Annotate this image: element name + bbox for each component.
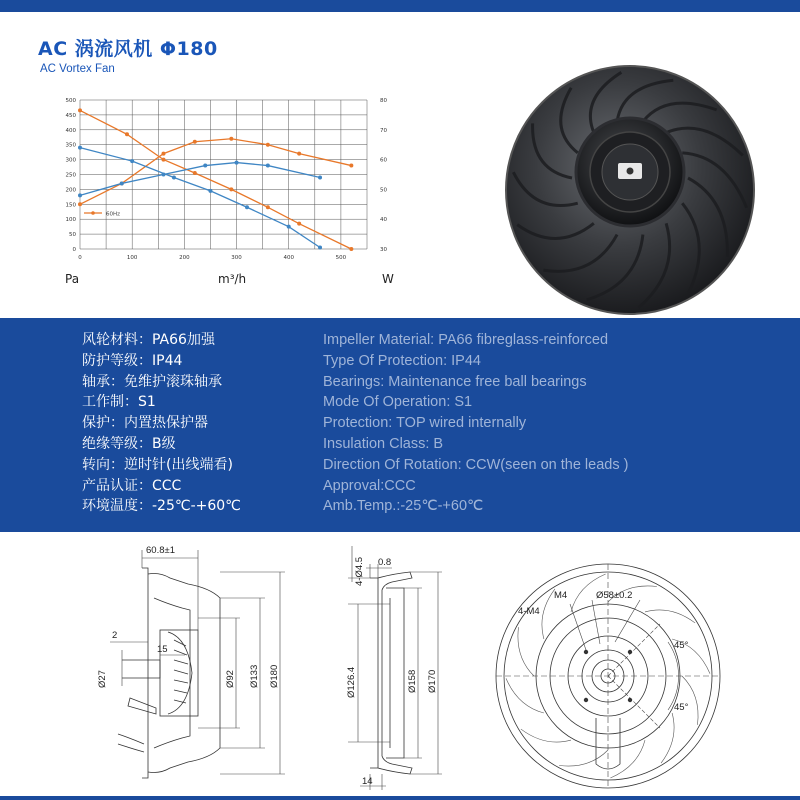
fan-product-image — [500, 60, 760, 320]
series-point-1 — [349, 164, 353, 168]
x-tick-label: 500 — [335, 255, 347, 261]
dim-d92: Ø92 — [225, 670, 236, 688]
legend-label: 60Hz — [106, 211, 121, 218]
y-left-axis-label: Pa — [65, 272, 80, 286]
drawing-blade — [542, 589, 555, 639]
y-left-tick-label: 100 — [65, 217, 76, 224]
series-point-1 — [266, 143, 270, 147]
y-right-tick-label: 70 — [380, 127, 387, 134]
series-point-0 — [349, 247, 353, 251]
dim-d58: Ø58±0.2 — [596, 590, 633, 601]
series-point-1 — [297, 152, 301, 156]
y-left-tick-label: 350 — [65, 142, 76, 149]
series-point-1 — [161, 152, 165, 156]
spec-cn-7: 产品认证：CCC — [82, 477, 182, 494]
spec-cn-4: 保护：内置热保护器 — [82, 415, 208, 432]
chart-labels — [66, 98, 388, 261]
spec-en-2: Bearings: Maintenance free ball bearings — [323, 373, 587, 390]
dim-d27: Ø27 — [97, 670, 108, 688]
bottom-bar — [0, 796, 800, 800]
spec-cn-3: 工作制：S1 — [82, 394, 156, 411]
dim-overall-depth: 60.8±1 — [146, 545, 175, 556]
dim-mount-holes: 4-Ø4.5 — [354, 556, 365, 586]
spec-en-6: Direction Of Rotation: CCW(seen on the leads ) — [323, 456, 629, 473]
drawing-blade — [506, 678, 544, 713]
page-title: AC 涡流风机 Φ180 — [38, 38, 218, 60]
drawing-blade — [682, 676, 698, 725]
y-left-tick-label: 300 — [65, 157, 76, 164]
dim-d133: Ø133 — [249, 664, 260, 688]
drawing-blade — [518, 627, 534, 676]
x-tick-label: 200 — [179, 255, 190, 261]
drawing-blade — [645, 610, 695, 623]
y-left-tick-label: 450 — [65, 112, 76, 119]
dim-4-m4: 4-M4 — [518, 606, 540, 617]
dim-d170: Ø170 — [427, 669, 438, 693]
y-left-tick-label: 0 — [72, 247, 76, 253]
series-line-1 — [80, 139, 351, 205]
spec-cn-8: 环境温度：-25℃-+60℃ — [82, 498, 241, 515]
spec-en-8: Amb.Temp.:-25℃-+60℃ — [323, 498, 484, 515]
series-point-2 — [287, 225, 291, 229]
performance-chart — [40, 90, 420, 290]
series-point-0 — [193, 171, 197, 175]
spec-cn-2: 轴承：免维护滚珠轴承 — [82, 373, 222, 390]
y-right-tick-label: 50 — [380, 187, 387, 194]
series-point-2 — [318, 246, 322, 250]
spec-cn-6: 转向：逆时针(出线端看) — [82, 456, 233, 473]
top-bar — [0, 0, 800, 12]
spec-cn-1: 防护等级：IP44 — [82, 352, 183, 369]
x-axis-label: m³/h — [218, 272, 247, 286]
dim-15: 15 — [157, 644, 168, 655]
y-right-tick-label: 60 — [380, 157, 387, 164]
y-right-tick-label: 80 — [380, 98, 387, 104]
series-point-3 — [266, 164, 270, 168]
series-point-3 — [318, 175, 322, 179]
y-right-tick-label: 30 — [380, 247, 387, 253]
section-view-drawing — [330, 538, 470, 798]
spec-cn-0: 风轮材料：PA66加强 — [82, 332, 215, 348]
y-left-tick-label: 500 — [65, 98, 76, 104]
series-point-0 — [297, 222, 301, 226]
page-subtitle: AC Vortex Fan — [40, 63, 115, 75]
series-point-1 — [193, 140, 197, 144]
series-point-2 — [245, 205, 249, 209]
x-tick-label: 0 — [78, 255, 82, 261]
side-view-drawing — [60, 538, 300, 798]
spec-en-3: Mode Of Operation: S1 — [323, 394, 473, 411]
spec-en-7: Approval:CCC — [323, 477, 416, 494]
y-left-tick-label: 150 — [65, 202, 76, 209]
drawing-blade — [661, 713, 674, 763]
series-line-2 — [80, 148, 320, 248]
drawing-blade — [610, 740, 645, 778]
series-point-0 — [229, 187, 233, 191]
series-point-0 — [266, 205, 270, 209]
dim-2: 2 — [112, 630, 118, 641]
dim-0-8: 0.8 — [378, 557, 392, 568]
series-point-3 — [203, 164, 207, 168]
series-line-3 — [80, 163, 320, 196]
drawing-blade — [521, 729, 571, 742]
x-tick-label: 300 — [231, 255, 242, 261]
series-point-2 — [130, 159, 134, 163]
series-point-3 — [120, 181, 124, 185]
series-point-1 — [229, 137, 233, 141]
y-left-tick-label: 50 — [69, 232, 76, 239]
dim-angle-lower: 45° — [674, 702, 689, 713]
dim-d180: Ø180 — [269, 664, 280, 688]
spec-en-5: Insulation Class: B — [323, 436, 444, 452]
x-tick-label: 100 — [126, 255, 138, 261]
chart-legend — [84, 211, 120, 217]
y-left-tick-label: 400 — [65, 127, 76, 134]
series-point-2 — [172, 175, 176, 179]
drawing-blade — [559, 750, 608, 766]
x-tick-label: 400 — [283, 255, 294, 261]
front-view-drawing — [490, 538, 740, 798]
series-point-2 — [208, 189, 212, 193]
series-point-0 — [78, 108, 82, 112]
series-point-3 — [235, 161, 239, 165]
y-right-axis-label: W — [382, 272, 394, 286]
series-line-0 — [80, 110, 351, 249]
dim-angle-upper: 45° — [674, 640, 689, 651]
series-point-3 — [161, 173, 165, 177]
dim-14: 14 — [362, 776, 373, 787]
dim-d126-4: Ø126.4 — [346, 666, 357, 698]
series-point-2 — [78, 146, 82, 150]
y-right-tick-label: 40 — [380, 217, 387, 224]
series-point-0 — [161, 158, 165, 162]
dim-m4: M4 — [554, 590, 568, 601]
chart-grid — [80, 100, 367, 249]
y-left-tick-label: 250 — [65, 172, 76, 179]
spec-cn-5: 绝缘等级：B级 — [82, 436, 176, 452]
dim-d158: Ø158 — [407, 669, 418, 693]
spec-en-1: Type Of Protection: IP44 — [323, 352, 481, 369]
y-left-tick-label: 200 — [65, 187, 76, 194]
series-point-3 — [78, 193, 82, 197]
series-point-0 — [125, 132, 129, 136]
spec-en-0: Impeller Material: PA66 fibreglass-reinforced — [323, 332, 609, 348]
series-point-1 — [78, 202, 82, 206]
specification-panel — [0, 318, 800, 532]
spec-en-4: Protection: TOP wired internally — [323, 415, 527, 432]
